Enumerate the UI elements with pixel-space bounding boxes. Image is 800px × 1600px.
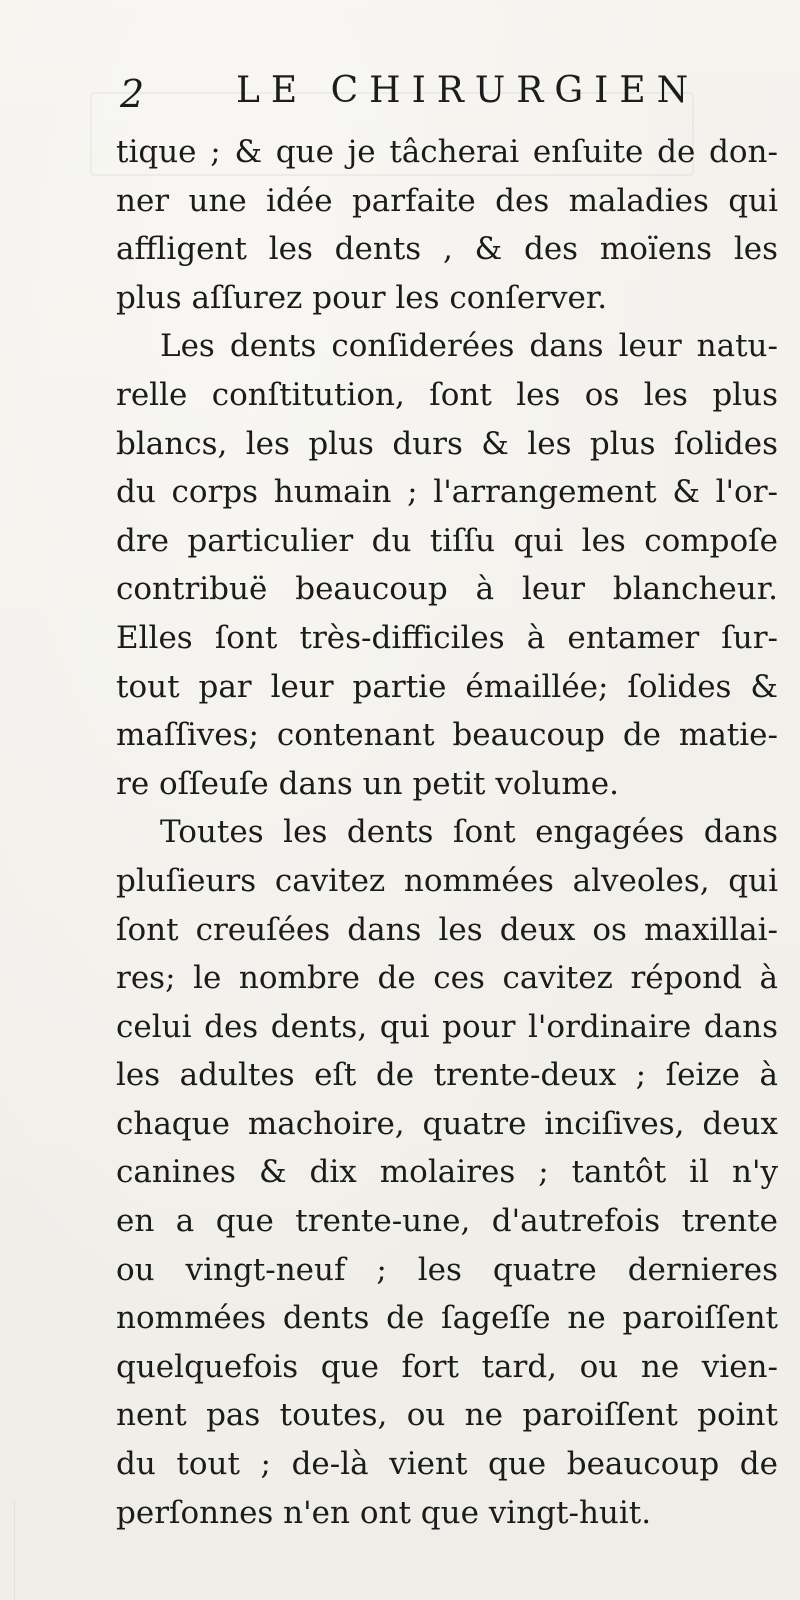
text-line: quelquefois que fort tard, ou ne vien- (116, 1348, 778, 1385)
text-line: plus aſſurez pour les conſerver. (116, 279, 608, 316)
text-line: re oſſeuſe dans un petit volume. (116, 765, 619, 802)
running-head: LE CHIRURGIEN (236, 70, 700, 111)
text-line: canines & dix molaires ; tantôt il n'y (116, 1154, 778, 1191)
text-line: du tout ; de-là vient que beaucoup de (116, 1446, 778, 1483)
text-line: affligent les dents , & des moïens les (116, 231, 778, 268)
text-line: res; le nombre de ces cavitez répond à (116, 960, 778, 997)
text-line: les adultes eſt de trente-deux ; ſeize à (116, 1057, 778, 1094)
text-line: en a que trente-une, d'autrefois trente (116, 1203, 778, 1240)
text-line: tique ; & que je tâcherai enſuite de don- (116, 134, 778, 170)
text-line: Elles ſont très-difficiles à entamer ſur- (116, 619, 778, 656)
text-line: contribuë beaucoup à leur blancheur. (116, 571, 778, 608)
page-number: 2 (120, 72, 145, 116)
text-line: ner une idée parfaite des maladies qui (116, 182, 778, 219)
text-line: celui des dents, qui pour l'ordinaire dans (116, 1008, 778, 1045)
text-line: nent pas toutes, ou ne paroiſſent point (116, 1397, 778, 1434)
text-line: ou vingt-neuf ; les quatre dernieres (116, 1251, 778, 1288)
text-line: maſſives; contenant beaucoup de matie- (116, 717, 778, 754)
text-line: relle conſtitution, ſont les os les plus (116, 376, 778, 413)
text-line: ſont creuſées dans les deux os maxillai- (116, 911, 778, 948)
text-line: chaque machoire, quatre inciſives, deux (116, 1105, 778, 1142)
text-line: pluſieurs cavitez nommées alveoles, qui (116, 862, 778, 899)
text-line: du corps humain ; l'arrangement & l'or- (116, 474, 778, 511)
text-line: perſonnes n'en ont que vingt-huit. (116, 1494, 652, 1531)
text-line: blancs, les plus durs & les plus ſolides (116, 425, 778, 462)
text-line: nommées dents de ſageſſe ne paroiſſent (116, 1300, 778, 1337)
body-text (116, 128, 778, 1537)
page-header (116, 62, 776, 122)
text-line: dre particulier du tiſſu qui les compoſe (116, 522, 778, 559)
text-line: tout par leur partie émaillée; ſolides & (116, 668, 778, 705)
page-edge-shadow (14, 1500, 15, 1600)
text-line: Toutes les dents ſont engagées dans (160, 814, 778, 851)
text-line: Les dents conſiderées dans leur natu- (160, 328, 778, 365)
